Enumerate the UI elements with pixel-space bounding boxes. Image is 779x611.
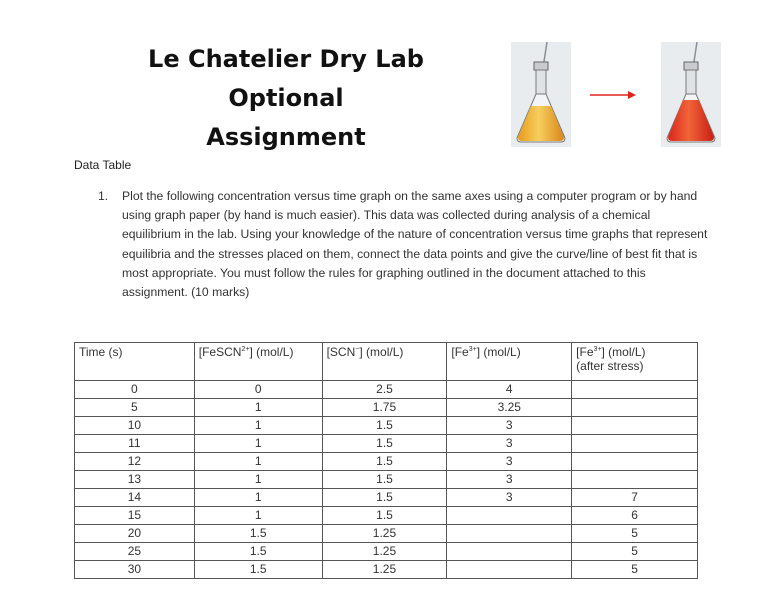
table-cell xyxy=(572,381,698,399)
table-cell: 3 xyxy=(447,489,572,507)
table-cell: 1 xyxy=(194,435,322,453)
header-fescn-tail: ] (mol/L) xyxy=(249,345,294,359)
table-cell: 3.25 xyxy=(447,399,572,417)
table-cell xyxy=(447,507,572,525)
table-cell xyxy=(572,453,698,471)
table-row xyxy=(75,543,698,561)
instruction-text: Plot the following concentration versus time graph on the same axes using a computer program or by hand using graph paper (by hand is much easier). This data was collected during analysis of a chemical equilibrium in the lab. Using your knowledge of the nature of concentration versus time graphs that represent equilibria and the stresses placed on them, connect the data points and give the curve/line of best fit that is most appropriate. You must follow the rules for graphing outlined in the document attached to this assignment. (10 marks) xyxy=(122,189,708,300)
table-cell: 20 xyxy=(75,525,195,543)
title-line-2: Assignment xyxy=(206,123,366,151)
table-row xyxy=(75,399,698,417)
instruction-number: 1. xyxy=(98,189,109,203)
table-cell: 1 xyxy=(194,417,322,435)
table-cell: 7 xyxy=(572,489,698,507)
header-scn-tail: ] (mol/L) xyxy=(359,345,404,359)
table-cell: 1.75 xyxy=(322,399,447,417)
table-cell: 1.5 xyxy=(322,471,447,489)
table-cell: 15 xyxy=(75,507,195,525)
header-fe-after-sup: 3+ xyxy=(593,346,602,353)
red-flask-icon xyxy=(661,42,721,147)
instruction-item xyxy=(98,187,708,302)
table-row xyxy=(75,507,698,525)
table-row xyxy=(75,561,698,579)
table-cell: 1.5 xyxy=(194,561,322,579)
table-cell: 4 xyxy=(447,381,572,399)
yellow-flask-icon xyxy=(511,42,571,147)
table-cell: 2.5 xyxy=(322,381,447,399)
table-row xyxy=(75,417,698,435)
table-cell: 12 xyxy=(75,453,195,471)
table-cell: 1.5 xyxy=(322,507,447,525)
table-cell: 1.5 xyxy=(322,453,447,471)
table-cell xyxy=(572,417,698,435)
table-cell: 25 xyxy=(75,543,195,561)
table-cell: 5 xyxy=(572,561,698,579)
table-cell: 0 xyxy=(194,381,322,399)
table-row xyxy=(75,453,698,471)
table-cell xyxy=(572,471,698,489)
table-row xyxy=(75,435,698,453)
table-cell: 5 xyxy=(75,399,195,417)
table-cell: 14 xyxy=(75,489,195,507)
table-cell: 1 xyxy=(194,507,322,525)
table-cell: 1.25 xyxy=(322,561,447,579)
table-cell xyxy=(447,561,572,579)
table-cell: 10 xyxy=(75,417,195,435)
table-cell: 30 xyxy=(75,561,195,579)
table-row xyxy=(75,525,698,543)
table-cell: 1.25 xyxy=(322,525,447,543)
table-row xyxy=(75,381,698,399)
table-cell: 1 xyxy=(194,489,322,507)
table-cell: 3 xyxy=(447,435,572,453)
header-fe-after xyxy=(572,343,698,381)
header-fe-after-note: (after stress) xyxy=(576,359,644,373)
header-fe-sup: 3+ xyxy=(468,346,477,353)
header-time: Time (s) xyxy=(75,343,195,381)
page-title xyxy=(96,40,476,157)
table-cell: 1.5 xyxy=(322,489,447,507)
table-cell: 1.5 xyxy=(194,543,322,561)
table-cell xyxy=(572,435,698,453)
table-cell: 3 xyxy=(447,453,572,471)
table-cell xyxy=(447,525,572,543)
data-table-label: Data Table xyxy=(74,158,132,172)
table-cell xyxy=(447,543,572,561)
header-scn xyxy=(322,343,447,381)
table-header-row xyxy=(75,343,698,381)
table-cell: 1.5 xyxy=(322,417,447,435)
header-fe xyxy=(447,343,572,381)
table-cell: 3 xyxy=(447,417,572,435)
header-fescn-base: [FeSCN xyxy=(198,345,242,359)
table-cell: 1 xyxy=(194,471,322,489)
header-fe-after-base: [Fe xyxy=(576,345,594,359)
header-fescn xyxy=(194,343,322,381)
header-fe-tail: ] (mol/L) xyxy=(476,345,521,359)
data-table xyxy=(74,342,698,579)
header-scn-sup: − xyxy=(355,346,360,353)
table-body xyxy=(75,381,698,579)
table-cell: 13 xyxy=(75,471,195,489)
table-cell: 1.25 xyxy=(322,543,447,561)
header-fe-after-tail: ] (mol/L) xyxy=(601,345,646,359)
header-fescn-sup: 2+ xyxy=(241,346,250,353)
table-cell: 3 xyxy=(447,471,572,489)
table-cell: 1.5 xyxy=(194,525,322,543)
table-cell: 5 xyxy=(572,543,698,561)
table-cell: 11 xyxy=(75,435,195,453)
header-fe-base: [Fe xyxy=(451,345,469,359)
table-cell xyxy=(572,399,698,417)
title-line-1: Le Chatelier Dry Lab Optional xyxy=(148,45,424,112)
right-arrow-icon xyxy=(588,88,638,102)
table-row xyxy=(75,471,698,489)
table-cell: 6 xyxy=(572,507,698,525)
table-row xyxy=(75,489,698,507)
header-scn-base: [SCN xyxy=(326,345,356,359)
table-cell: 0 xyxy=(75,381,195,399)
table-cell: 1.5 xyxy=(322,435,447,453)
table-cell: 1 xyxy=(194,399,322,417)
table-cell: 1 xyxy=(194,453,322,471)
table-cell: 5 xyxy=(572,525,698,543)
